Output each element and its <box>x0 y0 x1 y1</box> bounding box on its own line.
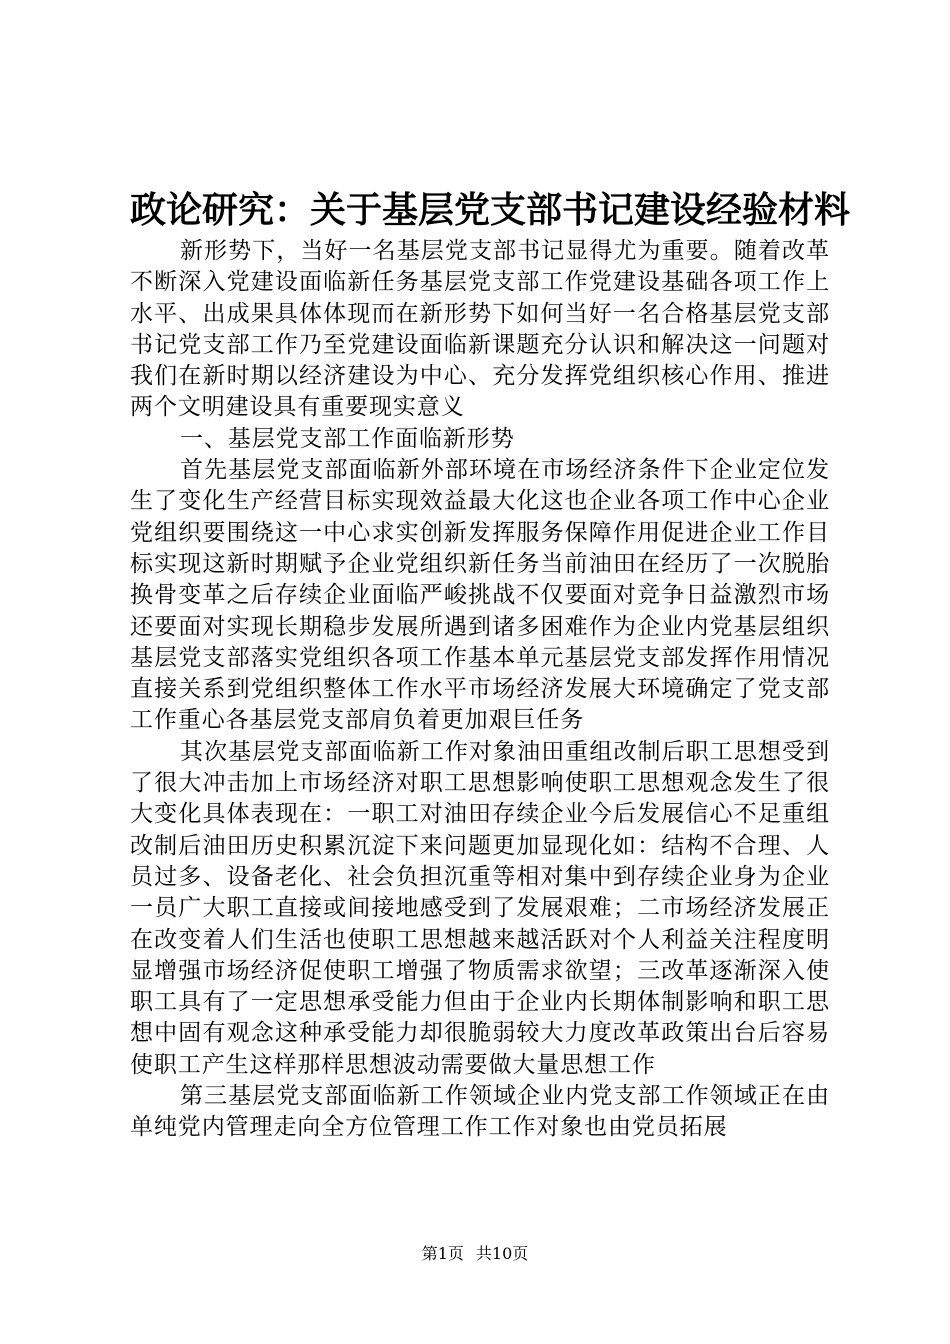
document-body <box>130 236 830 1144</box>
paragraph-second: 其次基层党支部面临新工作对象油田重组改制后职工思想受到了很大冲击加上市场经济对职工思想影响使职工思想观念发生了很大变化具体表现在：一职工对油田存续企业今后发展信心不足重组改制后油田历史积累沉淀下来问题更加显现化如：结构不合理、人员过多、设备老化、社会负担沉重等相对集中到存续企业身为企业一员广大职工直接或间接地感受到了发展艰难；二市场经济发展正在改变着人们生活也使职工思想越来越活跃对个人利益关注程度明显增强市场经济促使职工增强了物质需求欲望；三改革逐渐深入使职工具有了一定思想承受能力但由于企业内长期体制影响和职工思想中固有观念这种承受能力却很脆弱较大力度改革政策出台后容易使职工产生这样那样思想波动需要做大量思想工作 <box>130 738 830 1078</box>
page-total: 共10页 <box>475 1244 529 1263</box>
page-number: 第1页 <box>421 1244 464 1263</box>
paragraph-third: 第三基层党支部面临新工作领域企业内党支部工作领域正在由单纯党内管理走向全方位管理工作工作对象也由党员拓展 <box>130 1083 830 1141</box>
page-footer <box>0 1242 950 1266</box>
paragraph-first: 首先基层党支部面临新外部环境在市场经济条件下企业定位发生了变化生产经营目标实现效益最大化这也企业各项工作中心企业党组织要围绕这一中心求实创新发挥服务保障作用促进企业工作目标实现这新时期赋予企业党组织新任务当前油田在经历了一次脱胎换骨变革之后存续企业面临严峻挑战不仅要面对竞争日益激烈市场还要面对实现长期稳步发展所遇到诸多困难作为企业内党基层组织基层党支部落实党组织各项工作基本单元基层党支部发挥作用情况直接关系到党组织整体工作水平市场经济发展大环境确定了党支部工作重心各基层党支部肩负着更加艰巨任务 <box>130 457 830 734</box>
document-title: 政论研究：关于基层党支部书记建设经验材料 <box>130 189 851 231</box>
section-heading: 一、基层党支部工作面临新形势 <box>180 425 515 452</box>
paragraph-intro: 新形势下，当好一名基层党支部书记显得尤为重要。随着改革不断深入党建设面临新任务基层党支部工作党建设基础各项工作上水平、出成果具体体现而在新形势下如何当好一名合格基层党支部书记党支部工作乃至党建设面临新课题充分认识和解决这一问题对我们在新时期以经济建设为中心、充分发挥党组织核心作用、推进两个文明建设具有重要现实意义 <box>130 238 830 421</box>
